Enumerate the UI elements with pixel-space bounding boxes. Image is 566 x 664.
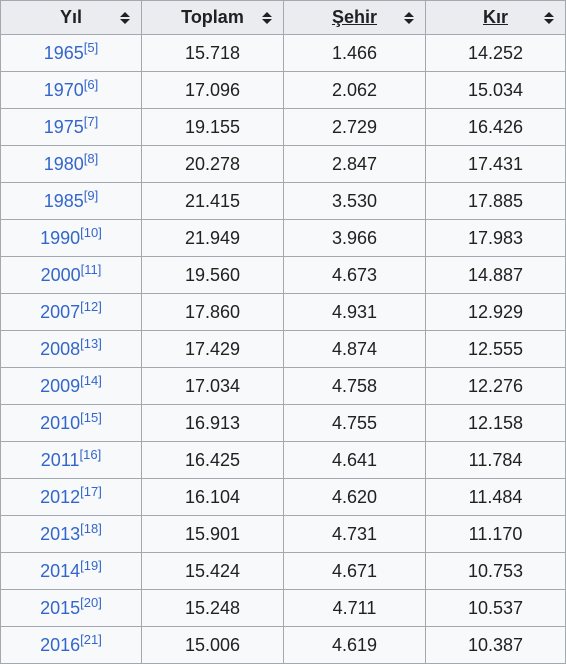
cell-city: 4.931 <box>284 294 426 331</box>
reference-link[interactable]: [19] <box>80 557 102 573</box>
reference-link[interactable]: [17] <box>80 483 102 499</box>
reference-link[interactable]: [21] <box>80 631 102 647</box>
cell-total: 17.860 <box>142 294 284 331</box>
year-link[interactable]: 1970 <box>43 79 84 100</box>
cell-year <box>1 553 142 590</box>
year-link[interactable]: 2012 <box>40 486 81 507</box>
column-header-label: Toplam <box>181 7 244 27</box>
year-link[interactable]: 1990 <box>40 227 81 248</box>
cell-total: 16.425 <box>142 442 284 479</box>
table-row <box>1 442 566 479</box>
cell-year <box>1 331 142 368</box>
cell-rural: 15.034 <box>426 72 566 109</box>
table-row <box>1 257 566 294</box>
cell-rural: 11.484 <box>426 479 566 516</box>
cell-total: 16.913 <box>142 405 284 442</box>
cell-city: 4.641 <box>284 442 426 479</box>
year-link[interactable]: 2015 <box>40 597 81 618</box>
reference-link[interactable]: [5] <box>83 39 99 55</box>
reference-link[interactable]: [6] <box>83 76 99 92</box>
cell-city: 4.874 <box>284 331 426 368</box>
table-row <box>1 331 566 368</box>
cell-year <box>1 72 142 109</box>
cell-year <box>1 368 142 405</box>
table-row <box>1 627 566 664</box>
cell-rural: 12.555 <box>426 331 566 368</box>
year-link[interactable]: 2011 <box>40 449 80 470</box>
cell-year <box>1 405 142 442</box>
column-header-label: Kır <box>482 7 508 27</box>
table-row <box>1 516 566 553</box>
column-header-total[interactable] <box>142 1 284 35</box>
cell-rural: 11.170 <box>426 516 566 553</box>
cell-year <box>1 257 142 294</box>
sort-icon[interactable] <box>403 11 415 25</box>
reference-link[interactable]: [11] <box>80 261 102 277</box>
table-row <box>1 109 566 146</box>
year-link[interactable]: 1975 <box>43 116 84 137</box>
cell-rural: 17.983 <box>426 220 566 257</box>
cell-rural: 12.929 <box>426 294 566 331</box>
cell-total: 17.096 <box>142 72 284 109</box>
reference-link[interactable]: [15] <box>80 409 102 425</box>
cell-total: 19.560 <box>142 257 284 294</box>
sort-icon[interactable] <box>119 11 131 25</box>
year-link[interactable]: 2007 <box>40 301 81 322</box>
reference-link[interactable]: [10] <box>80 224 102 240</box>
table-row <box>1 35 566 72</box>
cell-rural: 10.753 <box>426 553 566 590</box>
reference-link[interactable]: [9] <box>83 187 99 203</box>
cell-rural: 14.887 <box>426 257 566 294</box>
year-link[interactable]: 1985 <box>43 190 84 211</box>
column-header-year[interactable] <box>1 1 142 35</box>
reference-link[interactable]: [14] <box>80 372 102 388</box>
table-row <box>1 146 566 183</box>
cell-total: 21.415 <box>142 183 284 220</box>
cell-city: 1.466 <box>284 35 426 72</box>
year-link[interactable]: 2009 <box>40 375 81 396</box>
sort-icon[interactable] <box>261 11 273 25</box>
cell-rural: 16.426 <box>426 109 566 146</box>
cell-year <box>1 146 142 183</box>
table-header-row <box>1 1 566 35</box>
cell-total: 17.429 <box>142 331 284 368</box>
cell-total: 15.901 <box>142 516 284 553</box>
cell-total: 15.248 <box>142 590 284 627</box>
cell-year <box>1 516 142 553</box>
table-row <box>1 405 566 442</box>
cell-city: 4.619 <box>284 627 426 664</box>
cell-rural: 12.276 <box>426 368 566 405</box>
cell-year <box>1 627 142 664</box>
year-link[interactable]: 2013 <box>40 523 81 544</box>
cell-city: 2.847 <box>284 146 426 183</box>
year-link[interactable]: 2014 <box>40 560 81 581</box>
column-header-label: Şehir <box>331 7 378 27</box>
cell-total: 20.278 <box>142 146 284 183</box>
table-row <box>1 590 566 627</box>
cell-year <box>1 442 142 479</box>
cell-rural: 17.431 <box>426 146 566 183</box>
cell-city: 4.673 <box>284 257 426 294</box>
cell-year <box>1 35 142 72</box>
cell-year <box>1 183 142 220</box>
cell-total: 15.006 <box>142 627 284 664</box>
table-row <box>1 368 566 405</box>
cell-city: 4.731 <box>284 516 426 553</box>
cell-rural: 10.387 <box>426 627 566 664</box>
cell-total: 19.155 <box>142 109 284 146</box>
table-body <box>1 35 566 664</box>
cell-rural: 10.537 <box>426 590 566 627</box>
cell-total: 16.104 <box>142 479 284 516</box>
cell-total: 21.949 <box>142 220 284 257</box>
year-link[interactable]: 2016 <box>40 634 81 655</box>
table-row <box>1 294 566 331</box>
table-row <box>1 220 566 257</box>
reference-link[interactable]: [16] <box>79 446 102 462</box>
cell-total: 17.034 <box>142 368 284 405</box>
reference-link[interactable]: [12] <box>80 298 102 314</box>
cell-total: 15.718 <box>142 35 284 72</box>
reference-link[interactable]: [18] <box>80 520 102 536</box>
column-header-label: Yıl <box>59 7 82 27</box>
cell-year <box>1 590 142 627</box>
cell-city: 4.620 <box>284 479 426 516</box>
cell-city: 2.729 <box>284 109 426 146</box>
table-row <box>1 553 566 590</box>
year-link[interactable]: 1965 <box>43 42 84 63</box>
cell-year <box>1 479 142 516</box>
cell-city: 3.966 <box>284 220 426 257</box>
cell-rural: 14.252 <box>426 35 566 72</box>
cell-year <box>1 294 142 331</box>
cell-rural: 12.158 <box>426 405 566 442</box>
cell-rural: 11.784 <box>426 442 566 479</box>
cell-year <box>1 220 142 257</box>
reference-link[interactable]: [20] <box>80 594 102 610</box>
reference-link[interactable]: [13] <box>80 335 102 351</box>
cell-rural: 17.885 <box>426 183 566 220</box>
cell-city: 3.530 <box>284 183 426 220</box>
cell-city: 4.671 <box>284 553 426 590</box>
cell-city: 4.755 <box>284 405 426 442</box>
cell-year <box>1 109 142 146</box>
year-link[interactable]: 1980 <box>43 153 84 174</box>
year-link[interactable]: 2010 <box>40 412 81 433</box>
cell-city: 2.062 <box>284 72 426 109</box>
table-row <box>1 72 566 109</box>
reference-link[interactable]: [7] <box>83 113 99 129</box>
cell-city: 4.758 <box>284 368 426 405</box>
column-header-rural[interactable] <box>426 1 566 35</box>
table-row <box>1 479 566 516</box>
cell-total: 15.424 <box>142 553 284 590</box>
table-row <box>1 183 566 220</box>
column-header-city[interactable] <box>284 1 426 35</box>
sort-icon[interactable] <box>543 11 555 25</box>
reference-link[interactable]: [8] <box>83 150 99 166</box>
year-link[interactable]: 2000 <box>40 264 81 285</box>
year-link[interactable]: 2008 <box>40 338 81 359</box>
cell-city: 4.711 <box>284 590 426 627</box>
